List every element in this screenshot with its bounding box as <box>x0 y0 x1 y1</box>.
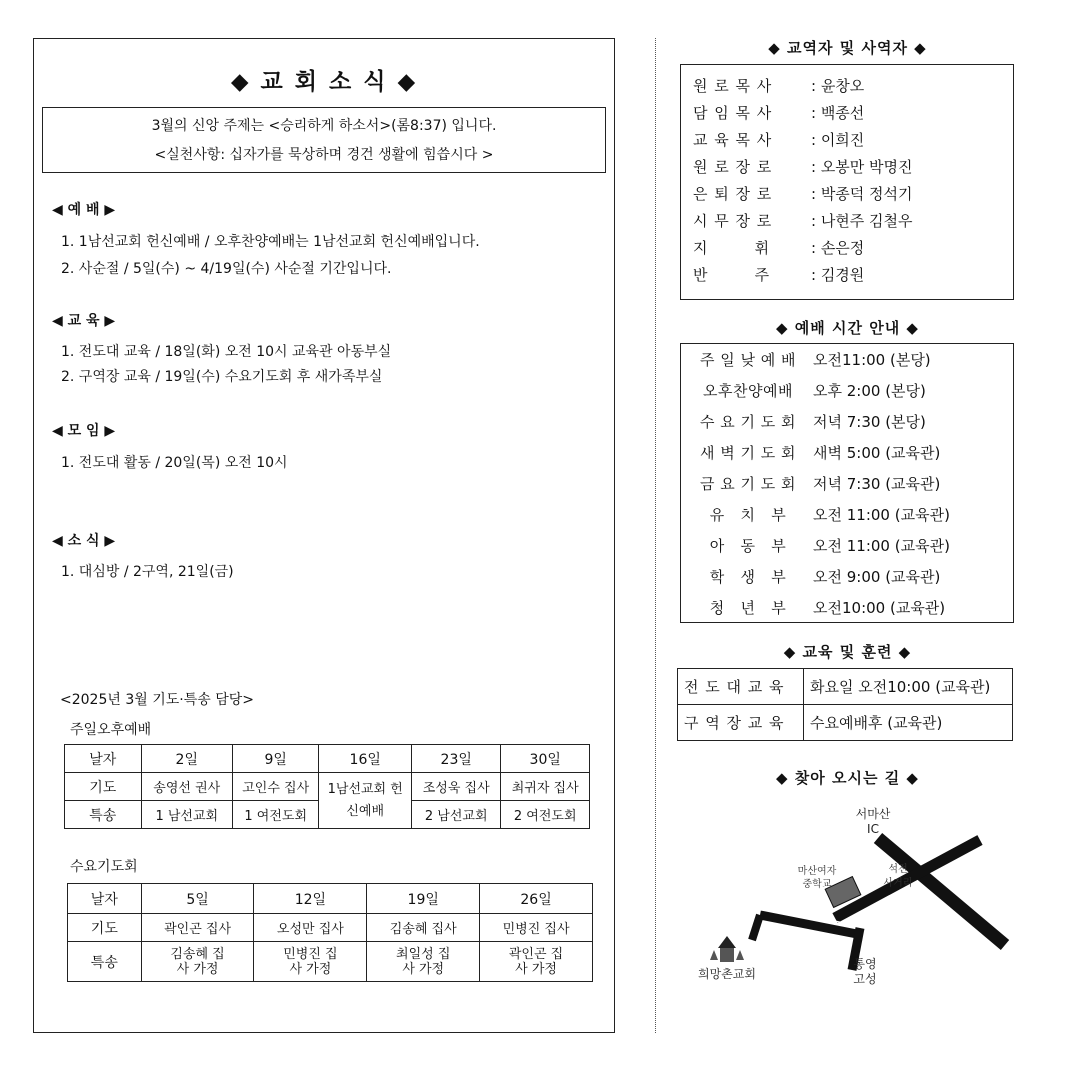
service-times-title: ◆ 예배 시간 안내 ◆ <box>776 319 919 337</box>
staff-name: : 오봉만 박명진 <box>811 158 913 176</box>
table-cell: 30일 <box>501 745 590 773</box>
map-spacer <box>810 896 815 902</box>
table-cell: 곽인곤 집사 <box>141 914 254 942</box>
directions-title: ◆ 찾아 오시는 길 ◆ <box>776 769 919 787</box>
service-name: 금 요 기 도 회 <box>699 475 797 493</box>
service-name: 주 일 낮 예 배 <box>699 351 797 369</box>
staff-name: : 윤창오 <box>811 77 865 95</box>
table-row <box>65 745 590 773</box>
table-cell: 23일 <box>411 745 500 773</box>
table-row <box>687 561 950 592</box>
staff-name: : 박종덕 정석기 <box>811 185 913 203</box>
table-row <box>687 437 950 468</box>
staff-name: : 나현주 김철우 <box>811 212 913 230</box>
table-row <box>68 884 593 914</box>
staff-row <box>693 183 913 204</box>
table-cell: 오성만 집사 <box>254 914 367 942</box>
church-roof-icon <box>718 936 736 948</box>
church-icon <box>720 948 734 962</box>
table-row <box>687 406 950 437</box>
road-church-spur <box>752 915 760 940</box>
directions-map <box>680 800 1020 1000</box>
school-label-2: 중학교 <box>802 879 832 890</box>
service-time: 오전 11:00 (교육관) <box>813 537 950 555</box>
table-cell: 날자 <box>65 745 142 773</box>
prayer-schedule-title: <2025년 3월 기도·특송 담당> <box>60 692 254 708</box>
table-row <box>65 773 590 801</box>
table-cell: 2 여전도회 <box>501 801 590 829</box>
staff-row <box>693 264 864 285</box>
school-label: 마산여자 <box>797 866 837 877</box>
staff-role: 시 무 장 로 <box>693 212 773 230</box>
table-cell: 조성욱 집사 <box>411 773 500 801</box>
sunday-schedule-label: 주일오후예배 <box>70 722 152 738</box>
service-time: 저녁 7:30 (교육관) <box>813 475 941 493</box>
table-cell: 특송 <box>65 801 142 829</box>
table-row <box>687 344 950 375</box>
wednesday-schedule-table <box>67 883 593 982</box>
table-cell: 16일 <box>319 745 412 773</box>
education-item-2: 2. 구역장 교육 / 19일(수) 수요기도회 후 새가족부실 <box>61 369 383 385</box>
section-worship-heading: ◀ 예 배 ▶ <box>52 202 116 218</box>
monthly-theme-box <box>42 107 606 173</box>
table-row <box>68 914 593 942</box>
table-cell: 5일 <box>141 884 254 914</box>
table-cell: 최일성 집사 가정 <box>367 942 480 982</box>
service-times-box <box>680 343 1014 623</box>
church-news-panel <box>33 38 615 1033</box>
staff-row <box>693 102 864 123</box>
staff-name: : 손은정 <box>811 239 865 257</box>
table-cell: 곽인곤 집사 가정 <box>480 942 593 982</box>
service-name: 수 요 기 도 회 <box>699 413 797 431</box>
staff-name: : 백종선 <box>811 104 865 122</box>
staff-title: ◆ 교역자 및 사역자 ◆ <box>768 39 927 57</box>
ic-label: 서마산 <box>855 807 891 821</box>
service-name: 유 치 부 <box>709 506 787 524</box>
table-cell: 김송혜 집사 가정 <box>141 942 254 982</box>
column-divider <box>655 38 656 1033</box>
table-row <box>678 705 1013 741</box>
table-cell: 민병진 집사 <box>480 914 593 942</box>
table-cell: 김송혜 집사 <box>367 914 480 942</box>
table-row <box>678 669 1013 705</box>
worship-item-1: 1. 1남선교회 헌신예배 / 오후찬양예배는 1남선교회 헌신예배입니다. <box>61 234 480 250</box>
map-spacer <box>720 920 730 925</box>
service-times-table <box>687 344 950 623</box>
table-cell: 9일 <box>232 745 318 773</box>
service-time: 새벽 5:00 (교육관) <box>813 444 941 462</box>
staff-role: 교 육 목 사 <box>693 131 773 149</box>
section-meeting-heading: ◀ 모 임 ▶ <box>52 423 116 439</box>
sunday-schedule-table <box>64 744 590 829</box>
table-cell: 최귀자 집사 <box>501 773 590 801</box>
theme-line-2: <실천사항: 십자가를 묵상하며 경건 생활에 힘씁시다 > <box>154 147 494 163</box>
staff-row <box>693 237 864 258</box>
page-title: ◆ 교 회 소 식 ◆ <box>230 69 418 95</box>
education-title: ◆ 교육 및 훈련 ◆ <box>783 643 912 661</box>
staff-role: 원 로 목 사 <box>693 77 773 95</box>
tree-icon <box>710 950 718 960</box>
worship-item-2: 2. 사순절 / 5일(수) ~ 4/19일(수) 사순절 기간입니다. <box>61 261 392 277</box>
staff-role: 반 주 <box>693 266 771 284</box>
service-time: 저녁 7:30 (본당) <box>813 413 926 431</box>
table-cell: 기도 <box>65 773 142 801</box>
table-cell: 고인수 집사 <box>232 773 318 801</box>
staff-row <box>693 75 864 96</box>
table-cell: 12일 <box>254 884 367 914</box>
table-cell: 1 여전도회 <box>232 801 318 829</box>
service-time: 오전 11:00 (교육관) <box>813 506 950 524</box>
road-horizontal <box>760 915 862 935</box>
staff-role: 담 임 목 사 <box>693 104 773 122</box>
table-cell: 수요예배후 (교육관) <box>804 705 1013 741</box>
staff-row <box>693 156 913 177</box>
crossroad-label: 석전 <box>888 864 908 875</box>
table-row <box>687 375 950 406</box>
table-cell: 전 도 대 교 육 <box>678 669 804 705</box>
table-row <box>687 592 950 623</box>
section-news-heading: ◀ 소 식 ▶ <box>52 533 116 549</box>
table-cell-merged: 1남선교회 헌신예배 <box>319 773 412 829</box>
wednesday-schedule-label: 수요기도회 <box>70 859 138 875</box>
education-table <box>677 668 1013 741</box>
staff-box <box>680 64 1014 300</box>
theme-line-1: 3월의 신앙 주제는 <승리하게 하소서>(롬8:37) 입니다. <box>151 118 497 134</box>
meeting-item-1: 1. 전도대 활동 / 20일(목) 오전 10시 <box>61 455 288 471</box>
table-cell: 기도 <box>68 914 142 942</box>
table-row <box>687 530 950 561</box>
service-time: 오전10:00 (교육관) <box>813 599 946 617</box>
staff-name: : 이희진 <box>811 131 865 149</box>
service-time: 오후 2:00 (본당) <box>813 382 926 400</box>
table-cell: 날자 <box>68 884 142 914</box>
table-cell: 송영선 권사 <box>141 773 232 801</box>
service-time: 오전11:00 (본당) <box>813 351 931 369</box>
staff-row <box>693 129 864 150</box>
service-name: 학 생 부 <box>709 568 787 586</box>
staff-role: 지 휘 <box>693 239 771 257</box>
service-name: 아 동 부 <box>709 537 787 555</box>
ic-label-2: IC <box>867 822 879 836</box>
table-row <box>68 942 593 982</box>
crossroad-label-2: 사거리 <box>883 878 913 889</box>
staff-row <box>693 210 913 231</box>
road-diagonal-ic <box>878 838 1005 945</box>
table-cell: 구 역 장 교 육 <box>678 705 804 741</box>
staff-role: 원 로 장 로 <box>693 158 773 176</box>
table-cell: 19일 <box>367 884 480 914</box>
service-name: 청 년 부 <box>709 599 787 617</box>
church-label: 희망촌교회 <box>698 967 756 981</box>
table-cell: 1 남선교회 <box>141 801 232 829</box>
table-cell: 2 남선교회 <box>411 801 500 829</box>
service-name: 오후찬양예배 <box>703 382 793 400</box>
table-cell: 화요일 오전10:00 (교육관) <box>804 669 1013 705</box>
table-cell: 민병진 집사 가정 <box>254 942 367 982</box>
table-cell: 특송 <box>68 942 142 982</box>
staff-name: : 김경원 <box>811 266 865 284</box>
education-item-1: 1. 전도대 교육 / 18일(화) 오전 10시 교육관 아동부실 <box>61 344 392 360</box>
section-education-heading: ◀ 교 육 ▶ <box>52 313 116 329</box>
table-cell: 2일 <box>141 745 232 773</box>
table-cell: 26일 <box>480 884 593 914</box>
staff-role: 은 퇴 장 로 <box>693 185 773 203</box>
south-label: 통영 <box>853 957 877 971</box>
south-label-2: 고성 <box>853 972 877 986</box>
table-row <box>687 499 950 530</box>
news-item-1: 1. 대심방 / 2구역, 21일(금) <box>61 564 234 580</box>
table-row <box>687 468 950 499</box>
tree-icon <box>736 950 744 960</box>
service-name: 새 벽 기 도 회 <box>699 444 797 462</box>
service-time: 오전 9:00 (교육관) <box>813 568 941 586</box>
